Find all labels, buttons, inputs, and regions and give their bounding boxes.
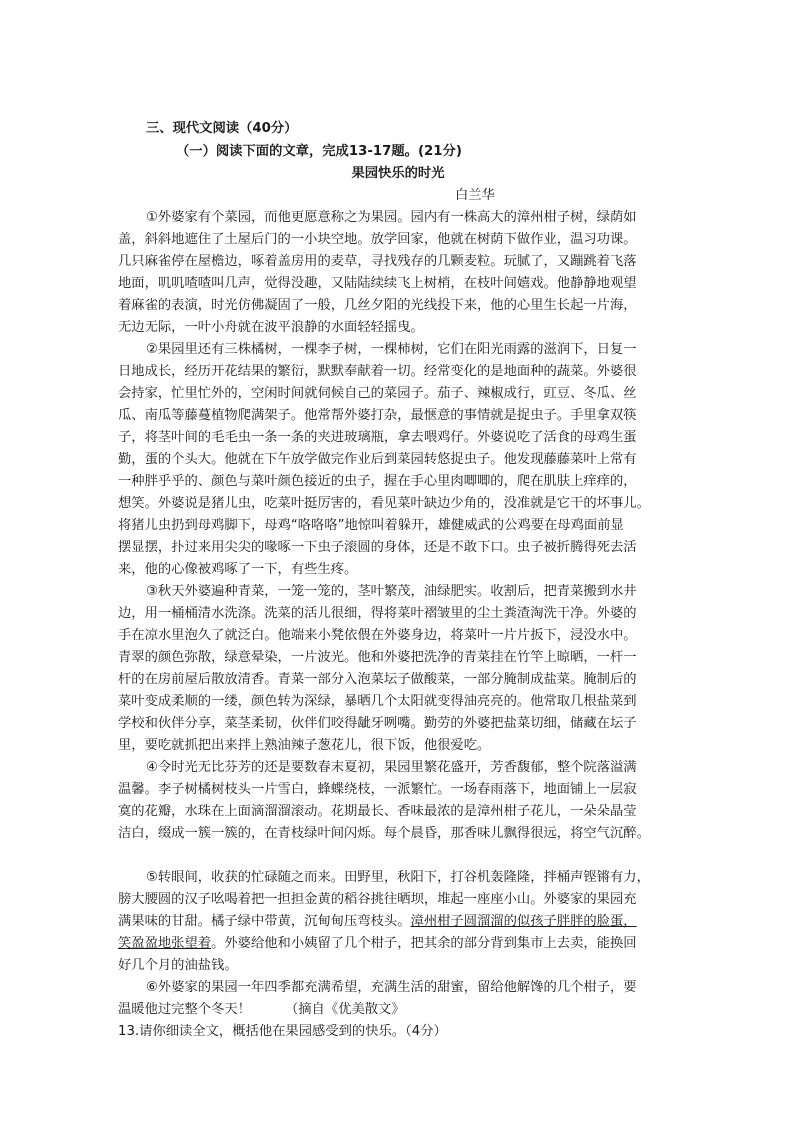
para3-line: 青翠的颜色弥散，绿意晕染，一片波光。他和外婆把洗净的青菜挂在竹竿上晾晒，一杆一 bbox=[118, 650, 637, 665]
para2-line: 一种胖乎乎的、颜色与菜叶颜色接近的虫子，握在手心里肉唧唧的，爬在肌肤上痒痒的， bbox=[118, 474, 637, 489]
para1-line: 着麻雀的表演，时光仿佛凝固了一般，几丝夕阳的光线投下来，他的心里生长起一片海， bbox=[118, 298, 637, 313]
underlined-sentence: 笑盈盈地张望着 bbox=[118, 936, 212, 951]
article-title: 果园快乐的时光 bbox=[351, 166, 445, 181]
para6-line: ⑥外婆家的果园一年四季都充满希望，充满生活的甜蜜，留给他解馋的几个柑子，要 bbox=[146, 980, 637, 995]
source-note: （摘自《优美散文》 bbox=[284, 1002, 405, 1017]
para1-line: 盖，斜斜地遮住了土屋后门的一小块空地。放学回家，他就在树荫下做作业，温习功课。 bbox=[118, 232, 637, 247]
para4-line: ④令时光无比芬芳的还是要数春末夏初，果园里繁花盛开，芳香馥郁，整个院落溢满 bbox=[146, 760, 637, 775]
para4-line: 寞的花瓣，水珠在上面滴溜溜滚动。花期最长、香味最浓的是漳州柑子花儿，一朵朵晶莹 bbox=[118, 804, 637, 819]
underlined-sentence: 漳州柑子圆溜溜的似孩子胖胖的脸蛋， bbox=[410, 914, 637, 929]
para3-line: 里，要吃就抓把出来拌上熟油辣子葱花儿，很下饭，他很爱吃。 bbox=[118, 738, 491, 753]
para1-line: 地面，叽叽喳喳叫几声，觉得没趣，又陆陆续续飞上树梢，在枝叶间嬉戏。他静静地观望 bbox=[118, 276, 637, 291]
para6-line bbox=[118, 999, 678, 1021]
para6-text: 温暖他过完整个冬天！ bbox=[118, 1002, 251, 1017]
para3-line: 边，用一桶桶清水洗涤。洗菜的活儿很细，得将菜叶褶皱里的尘土粪渣淘洗干净。外婆的 bbox=[118, 606, 637, 621]
para2-line: 将猪儿虫扔到母鸡脚下，母鸡“咯咯咯”地惊叫着躲开，雄健威武的公鸡要在母鸡面前显 bbox=[118, 518, 624, 533]
para2-line: 日地成长，经历开花结果的繁衍，默默奉献着一切。经常变化的是地面种的蔬菜。外婆很 bbox=[118, 364, 637, 379]
para5-text: 满果味的甘甜。橘子绿中带黄，沉甸甸压弯枝头。 bbox=[118, 914, 411, 929]
para2-line: 想笑。外婆说是猪儿虫，吃菜叶挺厉害的，看见菜叶缺边少角的，没准就是它干的坏事儿。 bbox=[118, 496, 650, 511]
para2-line: 来，他的心像被鸡啄了一下，有些生疼。 bbox=[118, 562, 358, 577]
article-author: 白兰华 bbox=[455, 188, 495, 203]
para2-line: 摆显摆，扑过来用尖尖的喙啄一下虫子滚圆的身体，还是不敢下口。虫子被折腾得死去活 bbox=[118, 540, 637, 555]
question-13: 13.请你细读全文，概括他在果园感受到的快乐。（4分） bbox=[118, 1024, 447, 1039]
para3-line: 手在凉水里泡久了就泛白。他端来小凳依偎在外婆身边，将菜叶一片片扳下，浸没水中。 bbox=[118, 628, 637, 643]
para5-line bbox=[118, 911, 678, 933]
para2-line: ②果园里还有三株橘树，一棵李子树，一棵柿树，它们在阳光雨露的滋润下，日复一 bbox=[146, 342, 637, 357]
para3-line: 杆的在房前屋后散放清香。青菜一部分入泡菜坛子做酸菜，一部分腌制成盐菜。腌制后的 bbox=[118, 672, 637, 687]
para5-line: 好几个月的油盐钱。 bbox=[118, 958, 238, 973]
para2-line: 瓜、南瓜等藤蔓植物爬满架子。他常帮外婆打杂，最惬意的事情就是捉虫子。手里拿双筷 bbox=[118, 408, 637, 423]
para5-text: 。外婆给他和小姨留了几个柑子，把其余的部分背到集市上去卖，能换回 bbox=[211, 936, 637, 951]
para3-line: 学校和伙伴分享，菜茎柔韧，伙伴们咬得龇牙咧嘴。勤劳的外婆把盐菜切细，储藏在坛子 bbox=[118, 716, 637, 731]
para2-line: 会持家，忙里忙外的，空闲时间就伺候自己的菜园子。茄子、辣椒成行，豇豆、冬瓜、丝 bbox=[118, 386, 637, 401]
para5-line: ⑤转眼间，收获的忙碌随之而来。田野里，秋阳下，打谷机轰隆隆，拌桶声铿锵有力， bbox=[146, 870, 650, 885]
section-heading: 三、现代文阅读（40分） bbox=[146, 121, 298, 136]
para5-line: 膀大腰圆的汉子吆喝着把一担担金黄的稻谷挑往晒坝，堆起一座座小山。外婆家的果园充 bbox=[118, 892, 637, 907]
para3-line: ③秋天外婆遍种青菜，一笼一笼的，茎叶繁茂，油绿肥实。收割后，把青菜搬到水井 bbox=[146, 584, 637, 599]
para4-line: 温馨。李子树橘树枝头一片雪白，蜂蝶绕枝，一派繁忙。一场春雨落下，地面铺上一层寂 bbox=[118, 782, 637, 797]
para1-line: 几只麻雀停在屋檐边，啄着盖房用的麦草，寻找残存的几颗麦粒。玩腻了，又蹦跳着飞落 bbox=[118, 254, 637, 269]
para2-line: 子，将茎叶间的毛毛虫一条一条的夹进玻璃瓶，拿去喂鸡仔。外婆说吃了活食的母鸡生蛋 bbox=[118, 430, 637, 445]
para4-line: 洁白，缀成一簇一簇的，在青枝绿叶间闪烁。每个晨昏，那香味儿飘得很远，将空气沉醉。 bbox=[118, 826, 650, 841]
sub-heading: （一）阅读下面的文章，完成13-17题。(21分) bbox=[176, 144, 462, 159]
para3-line: 菜叶变成柔顺的一缕，颜色转为深绿，暴晒几个太阳就变得油亮亮的。他常取几根盐菜到 bbox=[118, 694, 637, 709]
para1-line: 无边无际，一叶小舟就在波平浪静的水面轻轻摇曳。 bbox=[118, 320, 424, 335]
para5-line bbox=[118, 933, 678, 955]
para1-line: ①外婆家有个菜园，而他更愿意称之为果园。园内有一株高大的漳州柑子树，绿荫如 bbox=[146, 210, 637, 225]
para2-line: 勤，蛋的个头大。他就在下午放学做完作业后到菜园转悠捉虫子。他发现藤藤菜叶上常有 bbox=[118, 452, 637, 467]
